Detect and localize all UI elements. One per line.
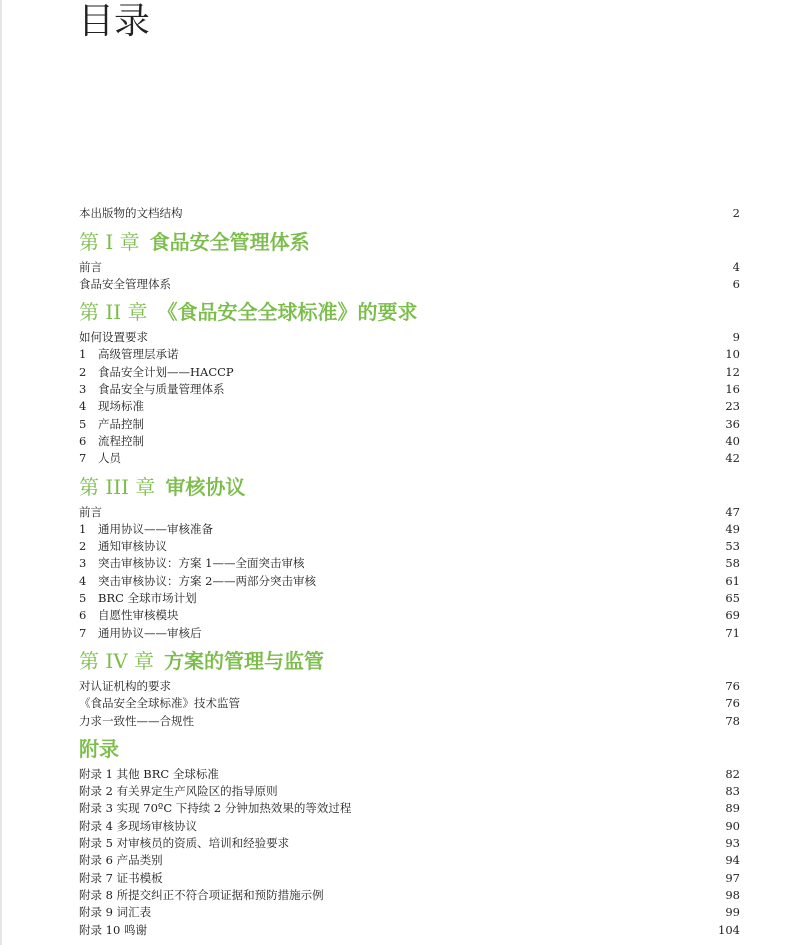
toc-entry[interactable]: [79, 590, 740, 607]
toc-entry-page: 69: [725, 608, 740, 623]
toc-entry-page: 2: [732, 206, 740, 221]
toc-entry[interactable]: [79, 887, 740, 904]
toc-entry-text: [79, 922, 147, 939]
toc-entry-page: 83: [725, 784, 740, 799]
toc-entry[interactable]: [79, 381, 740, 398]
toc-entry-page: 23: [725, 399, 740, 414]
chapter-title: 《食品安全全球标准》的要求: [157, 300, 418, 325]
chapter-title: 方案的管理与监管: [164, 649, 325, 674]
toc-entry[interactable]: [79, 921, 740, 938]
chapter-1-entries: [79, 258, 740, 293]
page-edge: [0, 0, 2, 945]
toc-entry[interactable]: [79, 363, 740, 380]
toc-entry[interactable]: [79, 346, 740, 363]
toc-entry-page: 65: [725, 591, 740, 606]
toc-entry-page: 6: [732, 276, 740, 291]
toc-entry[interactable]: [79, 398, 740, 415]
toc-entry-text: [79, 695, 240, 712]
toc-entry[interactable]: [79, 817, 740, 834]
chapter-4-heading[interactable]: [79, 642, 740, 678]
toc-entry[interactable]: [79, 555, 740, 572]
toc-entry-text: [79, 713, 194, 730]
toc-entry-label: 附录 5 对审核员的资质、培训和经验要求: [79, 836, 290, 851]
chapter-1-heading[interactable]: [79, 222, 740, 258]
toc-entry-label: 《食品安全全球标准》技术监管: [79, 696, 240, 711]
toc-entry-label: 附录 6 产品类别: [79, 853, 163, 868]
chapter-number: 第 III 章: [79, 474, 156, 499]
toc-entry[interactable]: [79, 695, 740, 712]
toc-entry-page: 97: [725, 870, 740, 885]
toc-entry-page: 9: [732, 330, 740, 345]
toc-entry[interactable]: [79, 607, 740, 624]
toc-entry-text: [79, 800, 351, 817]
toc-entry-label: 流程控制: [98, 433, 144, 448]
chapter-number: 第 IV 章: [79, 649, 155, 674]
toc-entry-label: 高级管理层承诺: [98, 347, 179, 362]
toc-entry-page: 16: [725, 382, 740, 397]
toc-entry-page: 94: [725, 853, 740, 868]
toc-entry-page: 40: [725, 433, 740, 448]
toc-entry[interactable]: [79, 329, 740, 346]
toc-entry-page: 99: [725, 905, 740, 920]
toc-entry-page: 104: [718, 922, 740, 937]
toc-entry-label: 附录 10 鸣谢: [79, 922, 147, 937]
appendix-title: 附录: [79, 737, 119, 762]
chapter-4-entries: [79, 678, 740, 730]
toc-entry-page: 76: [725, 696, 740, 711]
toc-entry-number: 7: [79, 625, 87, 640]
toc-entry-number: 3: [79, 556, 87, 571]
toc-entry-number: 6: [79, 608, 87, 623]
toc-entry-label: 附录 8 所提交纠正不符合项证据和预防措施示例: [79, 887, 324, 902]
toc-entry-label: 自愿性审核模块: [98, 608, 179, 623]
toc-entry-label: 通知审核协议: [98, 539, 167, 554]
toc-entry-text: [79, 538, 167, 555]
toc-entry-number: 5: [79, 591, 87, 606]
toc-entry-page: 10: [725, 347, 740, 362]
toc-entry-label: 附录 1 其他 BRC 全球标准: [79, 766, 219, 781]
toc-entry-page: 71: [725, 625, 740, 640]
toc-entry-label: 前言: [79, 259, 102, 274]
toc-entry[interactable]: [79, 258, 740, 275]
toc-entry-text: [79, 364, 234, 381]
toc-entry-text: [79, 259, 102, 276]
toc-entry-label: 通用协议——审核准备: [98, 521, 213, 536]
chapter-2-entries: [79, 329, 740, 467]
toc-entry-label: 附录 2 有关界定生产风险区的指导原则: [79, 784, 278, 799]
toc-entry-text: [79, 416, 144, 433]
page-title: 目录: [78, 1, 151, 42]
toc-entry-label: BRC 全球市场计划: [98, 591, 197, 606]
toc-entry-label: 现场标准: [98, 399, 144, 414]
toc-entry[interactable]: [79, 205, 740, 222]
toc-entry[interactable]: [79, 624, 740, 641]
toc-entry-text: [79, 504, 102, 521]
toc-entry-text: [79, 521, 213, 538]
chapter-title: 食品安全管理体系: [149, 229, 310, 254]
toc-entry-text: [79, 346, 179, 363]
toc-entry[interactable]: [79, 783, 740, 800]
toc-entry[interactable]: [79, 678, 740, 695]
toc-entry-text: [79, 904, 151, 921]
toc-entry-number: 1: [79, 347, 87, 362]
toc-entry-number: 3: [79, 382, 87, 397]
toc-entry-text: [79, 555, 304, 572]
toc-entry[interactable]: [79, 450, 740, 467]
toc-entry-label: 前言: [79, 504, 102, 519]
toc-entry-label: 力求一致性——合规性: [79, 713, 194, 728]
toc-entry-text: [79, 766, 219, 783]
toc-entry-number: 5: [79, 416, 87, 431]
toc-entry-page: 76: [725, 678, 740, 693]
toc-entry-text: [79, 870, 163, 887]
toc-entry[interactable]: [79, 835, 740, 852]
toc-entry-label: 食品安全管理体系: [79, 276, 171, 291]
toc-entry-label: 通用协议——审核后: [98, 625, 202, 640]
toc-entry[interactable]: [79, 521, 740, 538]
toc-entry-text: [79, 783, 278, 800]
toc-entry-page: 58: [725, 556, 740, 571]
toc-entry-page: 78: [725, 713, 740, 728]
toc-entry[interactable]: [79, 572, 740, 589]
toc-entry-label: 附录 9 词汇表: [79, 905, 152, 920]
toc-entry-page: 42: [725, 451, 740, 466]
toc-entry[interactable]: [79, 415, 740, 432]
chapter-number: 第 II 章: [79, 300, 148, 325]
toc-entry-label: 对认证机构的要求: [79, 678, 171, 693]
toc-entry-label: 附录 3 实现 70ºC 下持续 2 分钟加热效果的等效过程: [79, 801, 352, 816]
toc-entry-page: 12: [725, 364, 740, 379]
toc-entry-page: 53: [725, 539, 740, 554]
chapter-3-heading[interactable]: [79, 467, 740, 503]
toc-entry-number: 2: [79, 539, 87, 554]
toc-entry-label: 食品安全计划——HACCP: [98, 364, 234, 379]
chapter-3-entries: [79, 503, 740, 641]
toc-entry-number: 4: [79, 399, 87, 414]
toc-entry-text: [79, 590, 197, 607]
toc-entry-text: [79, 887, 324, 904]
toc-entry-page: 89: [725, 801, 740, 816]
toc-entry-page: 90: [725, 818, 740, 833]
toc-entry[interactable]: [79, 766, 740, 783]
toc-entry-label: 本出版物的文档结构: [79, 206, 183, 221]
toc-entry-text: [79, 607, 179, 624]
toc-entry-label: 产品控制: [98, 416, 144, 431]
toc-entry-number: 4: [79, 573, 87, 588]
toc-entry-page: 4: [732, 259, 740, 274]
toc-entry[interactable]: [79, 869, 740, 886]
toc-entry[interactable]: [79, 503, 740, 520]
toc-entry-number: 6: [79, 433, 87, 448]
toc-entry-text: [79, 852, 163, 869]
chapter-number: 第 I 章: [79, 229, 140, 254]
toc-entry-text: [79, 381, 225, 398]
toc-entry-number: 2: [79, 364, 87, 379]
toc-entry-page: 61: [725, 573, 740, 588]
chapter-2-heading[interactable]: [79, 293, 740, 329]
appendix-entries: [79, 766, 740, 939]
toc-entry-text: [79, 835, 289, 852]
appendix-heading[interactable]: [79, 730, 740, 766]
toc-entry[interactable]: [79, 433, 740, 450]
toc-entry[interactable]: [79, 276, 740, 293]
toc-entry-text: [79, 625, 202, 642]
toc-entry-label: 突击审核协议：方案 1——全面突击审核: [98, 556, 305, 571]
toc-entry[interactable]: [79, 800, 740, 817]
toc-entry[interactable]: [79, 712, 740, 729]
toc-entry-page: 47: [725, 504, 740, 519]
toc-entry-number: 1: [79, 521, 87, 536]
toc-entry-text: [79, 329, 148, 346]
toc-entry-label: 如何设置要求: [79, 330, 148, 345]
toc-entry-page: 49: [725, 521, 740, 536]
toc-entry[interactable]: [79, 852, 740, 869]
toc-entry-label: 突击审核协议：方案 2——两部分突击审核: [98, 573, 316, 588]
toc-entry-label: 人员: [98, 451, 121, 466]
toc-entry-page: 82: [725, 766, 740, 781]
toc-entry[interactable]: [79, 904, 740, 921]
toc-entry-text: [79, 678, 171, 695]
toc-entry-page: 36: [725, 416, 740, 431]
toc-entry-text: [79, 398, 144, 415]
toc-entry-label: 附录 4 多现场审核协议: [79, 818, 198, 833]
toc-entry-text: [79, 276, 171, 293]
chapter-title: 审核协议: [165, 474, 246, 499]
table-of-contents: [79, 205, 740, 939]
toc-entry-text: [79, 433, 144, 450]
toc-entry-label: 食品安全与质量管理体系: [98, 382, 225, 397]
toc-entry-label: 附录 7 证书模板: [79, 870, 163, 885]
toc-entry-page: 98: [725, 887, 740, 902]
toc-entry-text: [79, 573, 316, 590]
toc-entry-page: 93: [725, 836, 740, 851]
toc-entry-number: 7: [79, 451, 87, 466]
toc-entry[interactable]: [79, 538, 740, 555]
toc-entry-text: [79, 450, 121, 467]
toc-entry-text: [79, 818, 197, 835]
